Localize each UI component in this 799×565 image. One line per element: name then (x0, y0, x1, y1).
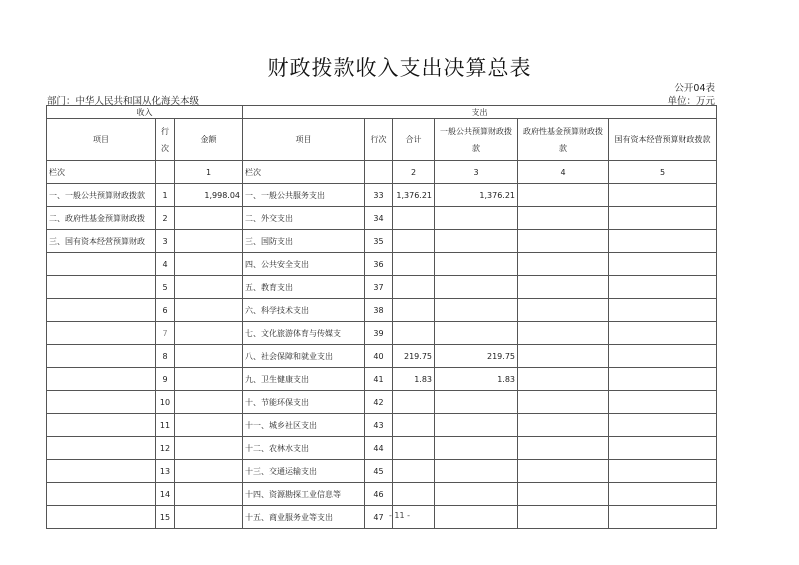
income-item-cell (47, 460, 156, 483)
expense-item-cell: 十四、资源勘探工业信息等 (243, 483, 365, 506)
gov-fund-cell (518, 345, 609, 368)
expense-item-cell: 十三、交通运输支出 (243, 460, 365, 483)
expense-item-cell: 九、卫生健康支出 (243, 368, 365, 391)
total-cell: 1,376.21 (393, 184, 435, 207)
index-row (47, 161, 717, 184)
income-item-cell: 三、国有资本经营预算财政 (47, 230, 156, 253)
expense-item-cell: 五、教育支出 (243, 276, 365, 299)
total-cell (393, 322, 435, 345)
income-line-cell: 7 (156, 322, 175, 345)
state-capital-header: 国有资本经营预算财政拨款 (609, 119, 717, 161)
gov-fund-cell (518, 207, 609, 230)
total-header: 合计 (393, 119, 435, 161)
table-row (47, 322, 717, 345)
general-budget-cell (435, 483, 518, 506)
expense-line-cell: 36 (365, 253, 393, 276)
expense-line-cell: 47 (365, 506, 393, 529)
unit-label: 单位：万元 (667, 96, 715, 107)
table-row (47, 483, 717, 506)
gov-fund-cell (518, 230, 609, 253)
total-cell (393, 230, 435, 253)
state-capital-cell (609, 299, 717, 322)
gov-fund-cell (518, 460, 609, 483)
gov-fund-cell (518, 184, 609, 207)
income-amount-cell (175, 276, 243, 299)
expense-line-cell: 43 (365, 414, 393, 437)
expense-line-cell: 46 (365, 483, 393, 506)
table-row (47, 345, 717, 368)
income-amount-cell: 1,998.04 (175, 184, 243, 207)
income-line-cell: 13 (156, 460, 175, 483)
gov-fund-cell (518, 414, 609, 437)
state-capital-cell (609, 345, 717, 368)
general-budget-cell (435, 460, 518, 483)
expense-line-cell: 38 (365, 299, 393, 322)
income-item-cell (47, 437, 156, 460)
table-row (47, 230, 717, 253)
income-item-cell (47, 368, 156, 391)
index-amount-cell: 1 (175, 161, 243, 184)
income-amount-cell (175, 207, 243, 230)
state-capital-cell (609, 276, 717, 299)
income-amount-cell (175, 414, 243, 437)
income-amount-cell (175, 460, 243, 483)
expense-line-cell: 44 (365, 437, 393, 460)
table-row (47, 414, 717, 437)
income-item-cell (47, 276, 156, 299)
total-cell (393, 460, 435, 483)
income-item-cell (47, 345, 156, 368)
expense-line-cell: 37 (365, 276, 393, 299)
expense-item-cell: 十、节能环保支出 (243, 391, 365, 414)
income-item-cell: 一、一般公共预算财政拨款 (47, 184, 156, 207)
state-capital-cell (609, 253, 717, 276)
table-row (47, 460, 717, 483)
expense-line-cell: 34 (365, 207, 393, 230)
expense-line-cell: 42 (365, 391, 393, 414)
state-capital-cell (609, 368, 717, 391)
index-exp-item-cell: 栏次 (243, 161, 365, 184)
general-budget-header: 一般公共预算财政拨款 (435, 119, 518, 161)
gov-fund-cell (518, 437, 609, 460)
total-cell (393, 276, 435, 299)
income-line-cell: 5 (156, 276, 175, 299)
general-budget-cell (435, 299, 518, 322)
expense-line-cell: 40 (365, 345, 393, 368)
column-header-row (47, 119, 717, 161)
income-item-cell (47, 299, 156, 322)
income-amount-cell (175, 345, 243, 368)
state-capital-cell (609, 391, 717, 414)
expense-item-cell: 八、社会保障和就业支出 (243, 345, 365, 368)
table-row (47, 276, 717, 299)
total-cell (393, 391, 435, 414)
income-line-cell: 14 (156, 483, 175, 506)
gov-fund-cell (518, 253, 609, 276)
total-cell: 1.83 (393, 368, 435, 391)
state-capital-cell (609, 437, 717, 460)
total-cell (393, 253, 435, 276)
income-line-cell: 9 (156, 368, 175, 391)
income-amount-cell (175, 483, 243, 506)
income-line-cell: 2 (156, 207, 175, 230)
index-total-cell: 2 (393, 161, 435, 184)
table-row (47, 437, 717, 460)
income-line-cell: 8 (156, 345, 175, 368)
total-cell (393, 414, 435, 437)
income-item-cell (47, 322, 156, 345)
income-amount-cell (175, 230, 243, 253)
income-line-cell: 4 (156, 253, 175, 276)
gov-fund-cell (518, 368, 609, 391)
expense-line-cell: 41 (365, 368, 393, 391)
general-budget-cell (435, 322, 518, 345)
expense-item-cell: 十五、商业服务业等支出 (243, 506, 365, 529)
total-cell (393, 207, 435, 230)
income-item-cell (47, 414, 156, 437)
expense-item-header: 项目 (243, 119, 365, 161)
gov-fund-header: 政府性基金预算财政拨款 (518, 119, 609, 161)
expense-item-cell: 二、外交支出 (243, 207, 365, 230)
table-row (47, 184, 717, 207)
income-line-cell: 11 (156, 414, 175, 437)
general-budget-cell (435, 276, 518, 299)
gov-fund-cell (518, 276, 609, 299)
general-budget-cell (435, 391, 518, 414)
income-amount-cell (175, 391, 243, 414)
expense-line-cell: 45 (365, 460, 393, 483)
general-budget-cell (435, 437, 518, 460)
index-general-cell: 3 (435, 161, 518, 184)
income-line-cell: 10 (156, 391, 175, 414)
index-state-cell: 5 (609, 161, 717, 184)
expense-item-cell: 七、文化旅游体育与传媒支 (243, 322, 365, 345)
table-row (47, 368, 717, 391)
general-budget-cell: 219.75 (435, 345, 518, 368)
income-item-cell (47, 483, 156, 506)
index-item-cell: 栏次 (47, 161, 156, 184)
table-row (47, 253, 717, 276)
income-line-cell: 6 (156, 299, 175, 322)
total-cell: 219.75 (393, 345, 435, 368)
income-section-header: 收入 (47, 106, 243, 119)
income-item-header: 项目 (47, 119, 156, 161)
income-amount-cell (175, 253, 243, 276)
gov-fund-cell (518, 322, 609, 345)
total-cell (393, 299, 435, 322)
income-item-cell (47, 391, 156, 414)
general-budget-cell: 1,376.21 (435, 184, 518, 207)
expense-section-header: 支出 (243, 106, 717, 119)
index-gov-cell: 4 (518, 161, 609, 184)
table-code: 公开04表 (674, 83, 715, 94)
income-item-cell: 二、政府性基金预算财政拨 (47, 207, 156, 230)
total-cell (393, 483, 435, 506)
expense-line-header: 行次 (365, 119, 393, 161)
income-line-cell: 1 (156, 184, 175, 207)
expense-line-cell: 39 (365, 322, 393, 345)
income-line-header: 行次 (156, 119, 175, 161)
state-capital-cell (609, 414, 717, 437)
expense-item-cell: 十一、城乡社区支出 (243, 414, 365, 437)
expense-line-cell: 33 (365, 184, 393, 207)
state-capital-cell (609, 207, 717, 230)
state-capital-cell (609, 230, 717, 253)
state-capital-cell (609, 322, 717, 345)
section-header-row (47, 106, 717, 119)
table-row (47, 299, 717, 322)
general-budget-cell (435, 253, 518, 276)
income-amount-cell (175, 299, 243, 322)
general-budget-cell (435, 230, 518, 253)
general-budget-cell (435, 207, 518, 230)
state-capital-cell (609, 460, 717, 483)
expense-item-cell: 三、国防支出 (243, 230, 365, 253)
income-item-cell (47, 253, 156, 276)
income-line-cell: 3 (156, 230, 175, 253)
gov-fund-cell (518, 299, 609, 322)
budget-summary-table (46, 105, 717, 529)
page-number: - 11 - (388, 511, 411, 520)
income-amount-cell (175, 322, 243, 345)
expense-line-cell: 35 (365, 230, 393, 253)
income-amount-cell (175, 437, 243, 460)
department-label: 部门：中华人民共和国从化海关本级 (47, 96, 200, 107)
table-row (47, 391, 717, 414)
expense-item-cell: 四、公共安全支出 (243, 253, 365, 276)
page-title: 财政拨款收入支出决算总表 (267, 56, 532, 80)
income-line-cell: 15 (156, 506, 175, 529)
income-amount-cell (175, 368, 243, 391)
gov-fund-cell (518, 483, 609, 506)
table-row (47, 207, 717, 230)
state-capital-cell (609, 184, 717, 207)
general-budget-cell (435, 414, 518, 437)
income-line-cell: 12 (156, 437, 175, 460)
expense-item-cell: 一、一般公共服务支出 (243, 184, 365, 207)
total-cell (393, 437, 435, 460)
index-blank-cell (365, 161, 393, 184)
income-amount-header: 金额 (175, 119, 243, 161)
expense-item-cell: 六、科学技术支出 (243, 299, 365, 322)
state-capital-cell (609, 483, 717, 506)
general-budget-cell: 1.83 (435, 368, 518, 391)
gov-fund-cell (518, 391, 609, 414)
index-blank-cell (156, 161, 175, 184)
expense-item-cell: 十二、农林水支出 (243, 437, 365, 460)
